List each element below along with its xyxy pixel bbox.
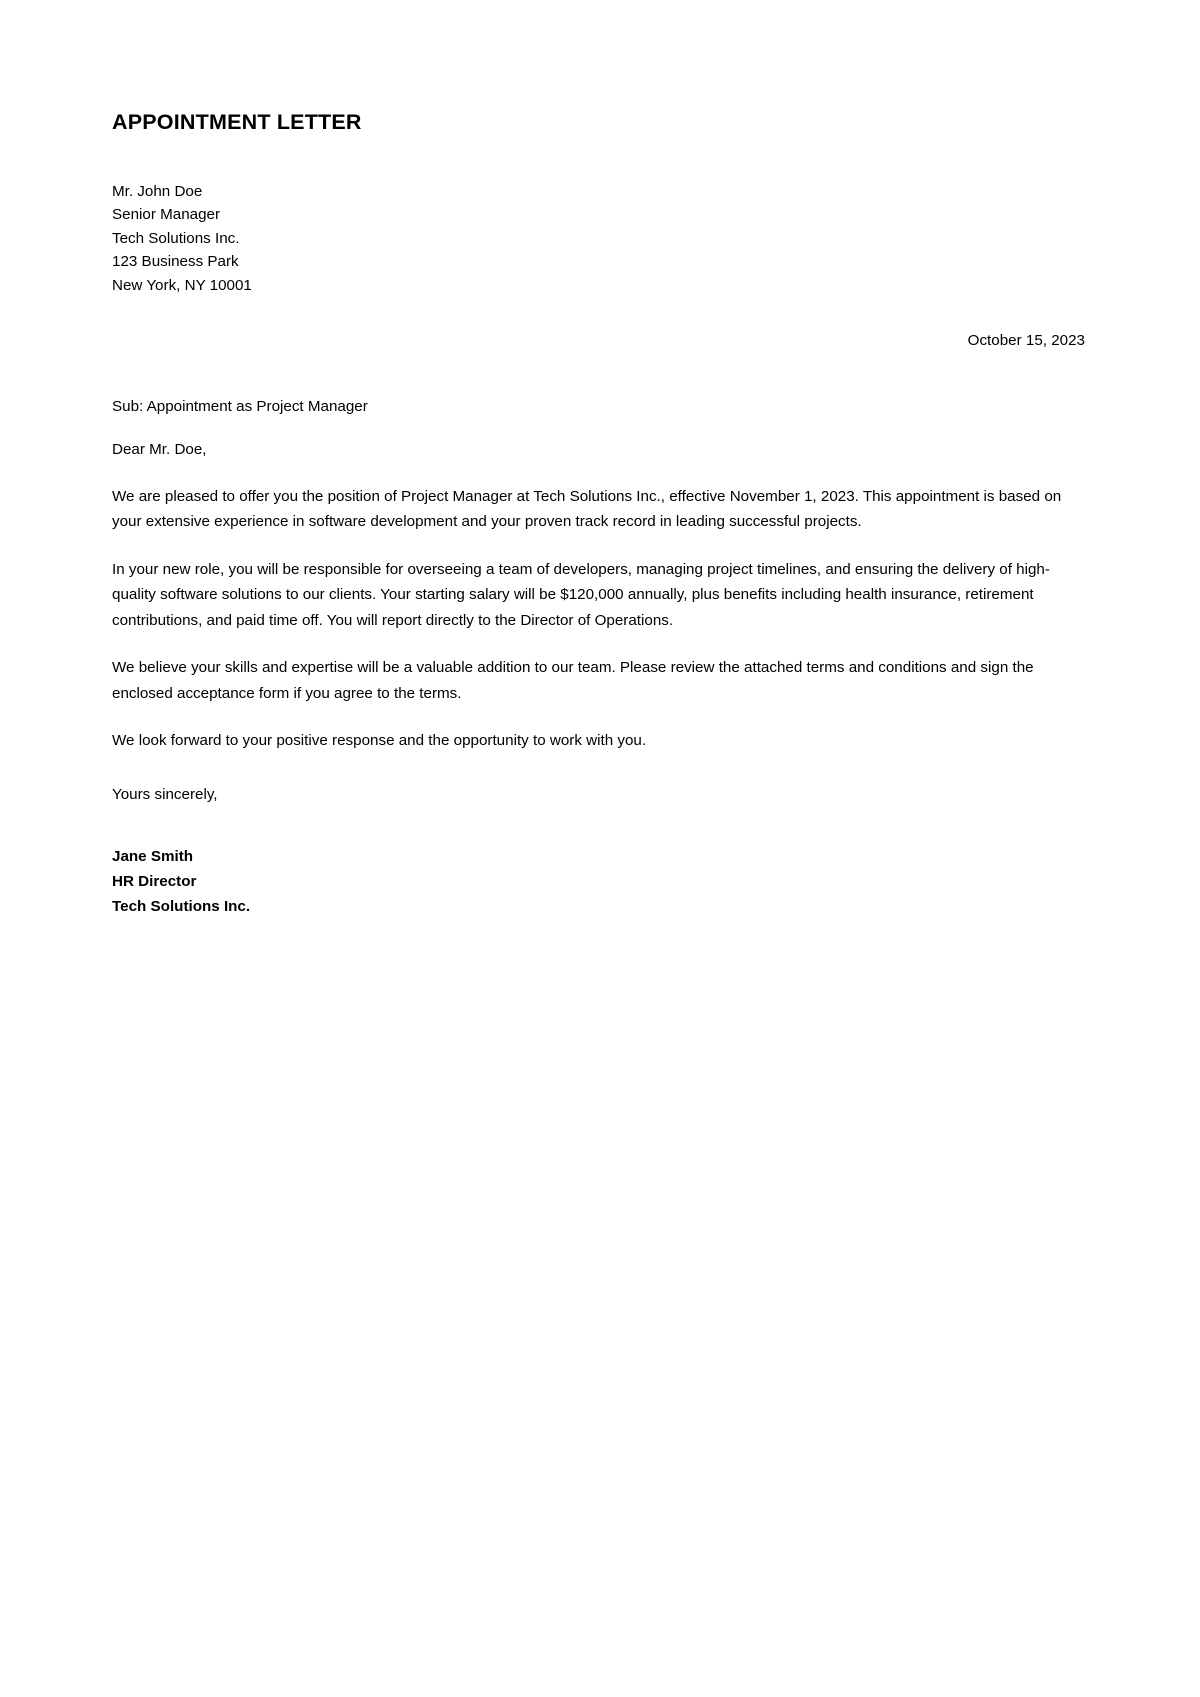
body-paragraph-4: We look forward to your positive response and the opportunity to work with you.	[112, 732, 647, 750]
recipient-city-state-zip: New York, NY 10001	[112, 276, 252, 294]
page-title: APPOINTMENT LETTER	[112, 110, 362, 134]
recipient-street: 123 Business Park	[112, 253, 239, 271]
letter-date: October 15, 2023	[967, 332, 1085, 350]
closing-salutation: Yours sincerely,	[112, 785, 218, 803]
recipient-job-title: Senior Manager	[112, 206, 221, 224]
recipient-address-block	[112, 180, 1088, 298]
subject-line: Sub: Appointment as Project Manager	[112, 397, 368, 415]
signer-name: Jane Smith	[112, 848, 194, 866]
body-paragraph-1: We are pleased to offer you the position of Project Manager at Tech Solutions Inc., effective November 1, 2023. This appointment is based on your extensive experience in software development and your proven track record in leading successful projects.	[112, 487, 1062, 531]
body-paragraph-3: We believe your skills and expertise will be a valuable addition to our team. Please review the attached terms and conditions and sign the enclosed acceptance form if you agree to the terms.	[112, 659, 1034, 702]
signature-block	[112, 844, 1088, 919]
signer-job-title: HR Director	[112, 873, 197, 891]
signer-company: Tech Solutions Inc.	[112, 898, 251, 916]
body-paragraph-2: In your new role, you will be responsible for overseeing a team of developers, managing project timelines, and ensuring the delivery of high-quality software solutions to our clients. Your starting salary will be $120,000 annually, plus benefits including health insurance, retirement contributions, and paid time off. You will report directly to the Director of Operations.	[112, 560, 1050, 629]
recipient-name: Mr. John Doe	[112, 182, 203, 200]
recipient-company: Tech Solutions Inc.	[112, 229, 240, 247]
salutation: Dear Mr. Doe,	[112, 441, 207, 459]
